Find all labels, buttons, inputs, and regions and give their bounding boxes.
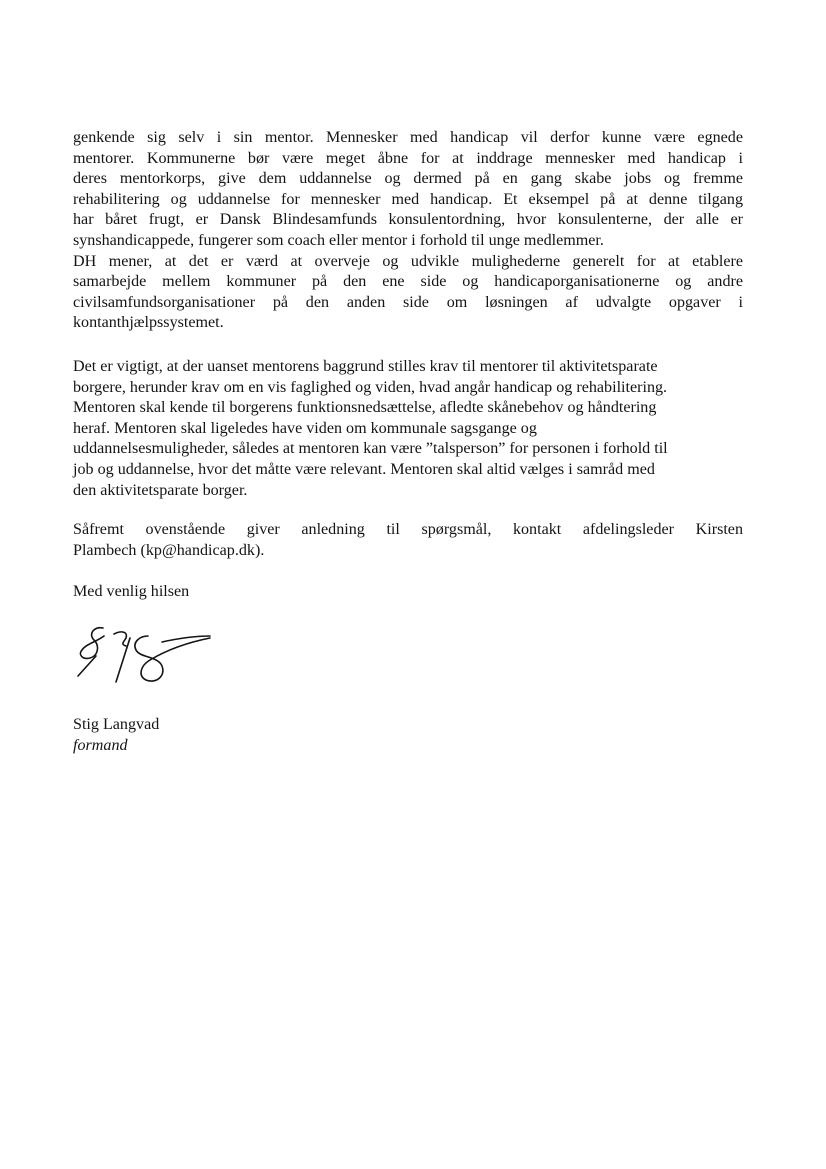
text-line: heraf. Mentoren skal ligeledes have viden om kommunale sagsgange og [73,419,537,437]
signer-name: Stig Langvad [73,716,160,733]
text-line: synshandicappede, fungerer som coach eller mentor i forhold til unge medlemmer. [73,231,604,249]
text-line: civilsamfundsorganisationer på den anden side om løsningen af udvalgte opgaver i [73,293,743,311]
text-line: mentorer. Kommunerne bør være meget åbne for at inddrage mennesker med handicap i [73,149,743,167]
text-line: Såfremt ovenstående giver anledning til spørgsmål, kontakt afdelingsleder Kirsten [73,521,743,538]
paragraph-mentor-handicap [73,128,743,334]
text-line: deres mentorkorps, give dem uddannelse og dermed på en gang skabe jobs og fremme [73,170,743,188]
text-line: borgere, herunder krav om en vis faglighed og viden, hvad angår handicap og rehabilitering. [73,378,668,396]
paragraph-contact [73,520,743,561]
closing-text: Med venlig hilsen [73,583,190,600]
handwritten-signature [70,620,220,700]
text-line: rehabilitering og uddannelse for mennesker med handicap. Et eksempel på at denne tilgang [73,190,743,208]
text-line: genkende sig selv i sin mentor. Mennesker med handicap vil derfor kunne være egnede [73,129,743,146]
text-line: Det er vigtigt, at der uanset mentorens baggrund stilles krav til mentorer til aktivitetsparate [73,358,658,375]
text-line: DH mener, at det er værd at overveje og udvikle mulighederne generelt for at etablere [73,252,743,270]
closing-greeting [73,582,743,603]
text-line: samarbejde mellem kommuner på den ene side og handicaporganisationerne og andre [73,273,743,291]
paragraph-mentor-requirements [73,357,743,501]
text-line: job og uddannelse, hvor det måtte være relevant. Mentoren skal altid vælges i samråd med [73,460,655,478]
signer-title: formand [73,737,128,754]
text-line: Plambech (kp@handicap.dk). [73,541,265,559]
text-line: Mentoren skal kende til borgerens funktionsnedsættelse, afledte skånebehov og håndtering [73,399,657,417]
text-line: den aktivitetsparate borger. [73,481,248,499]
text-line: har båret frugt, er Dansk Blindesamfunds konsulentordning, hvor konsulenterne, der alle er [73,211,743,229]
text-line: uddannelsesmuligheder, således at mentoren kan være ”talsperson” for personen i forhold til [73,440,668,458]
text-line: kontanthjælpssystemet. [73,314,224,332]
